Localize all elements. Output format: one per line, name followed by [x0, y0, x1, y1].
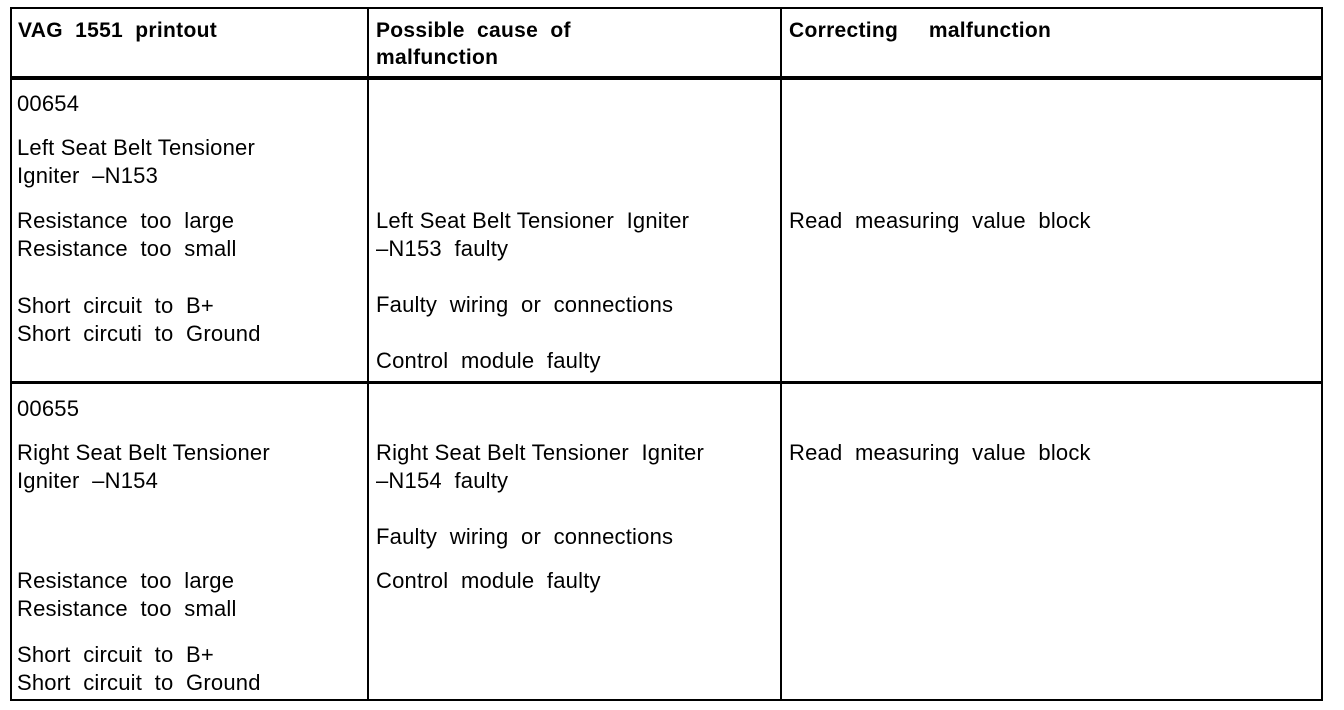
- symptom-text: Short circuti to Ground: [17, 321, 261, 346]
- component-id: Igniter –N153: [17, 163, 158, 188]
- cause-text: Left Seat Belt Tensioner Igniter: [376, 208, 690, 233]
- cause-text: Faulty wiring or connections: [376, 292, 674, 317]
- cause-text: Control module faulty: [376, 348, 601, 373]
- symptom-text: Resistance too small: [17, 236, 237, 261]
- symptom-text: Resistance too large: [17, 208, 235, 233]
- component-name: Left Seat Belt Tensioner: [17, 135, 255, 160]
- correction-text: Read measuring value block: [789, 440, 1091, 465]
- cause-text: Control module faulty: [376, 568, 601, 593]
- header-vag-printout: VAG 1551 printout: [18, 19, 218, 42]
- header-possible-cause-line2: malfunction: [376, 46, 499, 69]
- symptom-text: Resistance too large: [17, 568, 235, 593]
- header-possible-cause-line1: Possible cause of: [376, 19, 571, 42]
- correction-text: Read measuring value block: [789, 208, 1091, 233]
- component-name: Right Seat Belt Tensioner: [17, 440, 270, 465]
- cause-text: –N154 faulty: [376, 468, 509, 493]
- header-divider: [10, 76, 1323, 80]
- symptom-text: Resistance too small: [17, 596, 237, 621]
- symptom-text: Short circuit to Ground: [17, 670, 261, 695]
- component-id: Igniter –N154: [17, 468, 158, 493]
- column-divider-1: [367, 7, 369, 701]
- cause-text: Faulty wiring or connections: [376, 524, 674, 549]
- cause-text: –N153 faulty: [376, 236, 509, 261]
- fault-code: 00654: [17, 91, 80, 116]
- row-divider: [10, 381, 1323, 384]
- header-correcting-malfunction: Correcting malfunction: [789, 19, 1052, 42]
- fault-code: 00655: [17, 396, 80, 421]
- cause-text: Right Seat Belt Tensioner Igniter: [376, 440, 705, 465]
- symptom-text: Short circuit to B+: [17, 642, 214, 667]
- column-divider-2: [780, 7, 782, 701]
- symptom-text: Short circuit to B+: [17, 293, 214, 318]
